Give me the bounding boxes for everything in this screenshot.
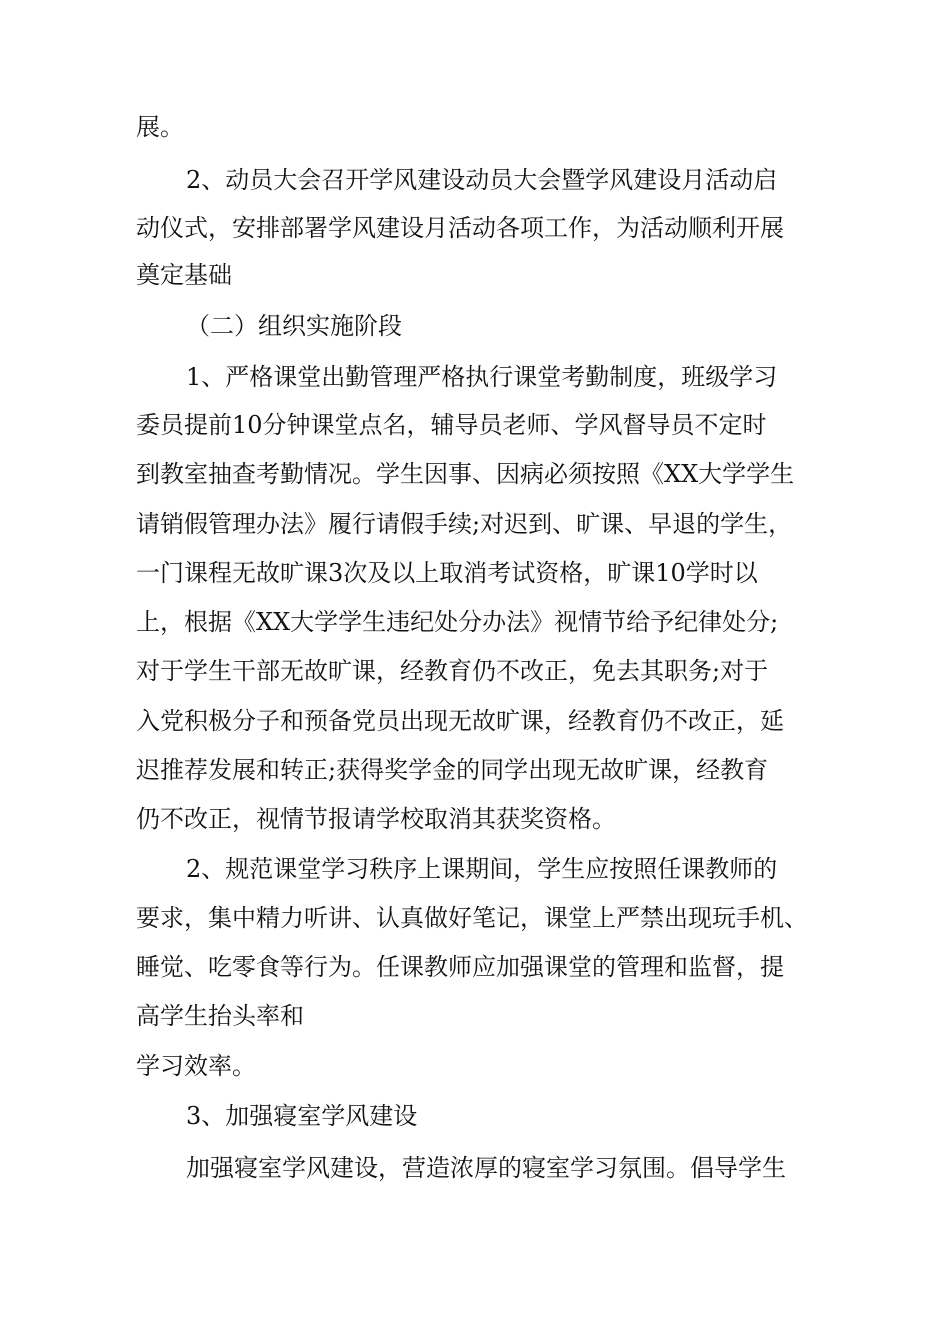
text-line: 高学生抬头率和 <box>136 1002 304 1030</box>
text-line: 奠定基础 <box>136 261 232 289</box>
text-line: 动仪式，安排部署学风建设月活动各项工作，为活动顺利开展 <box>136 214 784 242</box>
text-line: 入党积极分子和预备党员出现无故旷课，经教育仍不改正，延 <box>136 707 784 735</box>
text-line: 请销假管理办法》履行请假手续;对迟到、旷课、早退的学生， <box>136 510 793 538</box>
text-line: 1、严格课堂出勤管理严格执行课堂考勤制度，班级学习 <box>186 363 778 391</box>
text-line: 展。 <box>136 113 184 141</box>
text-line: 一门课程无故旷课3次及以上取消考试资格，旷课10学时以 <box>136 559 758 587</box>
text-line: 对于学生干部无故旷课，经教育仍不改正，免去其职务;对于 <box>136 657 769 685</box>
text-line: 到教室抽查考勤情况。学生因事、因病必须按照《XX大学学生 <box>136 460 795 488</box>
text-line: 睡觉、吃零食等行为。任课教师应加强课堂的管理和监督，提 <box>136 953 784 981</box>
text-line: 2、规范课堂学习秩序上课期间，学生应按照任课教师的 <box>186 855 778 883</box>
text-line: 要求，集中精力听讲、认真做好笔记，课堂上严禁出现玩手机、 <box>136 904 808 932</box>
section-heading: （二）组织实施阶段 <box>186 312 402 340</box>
text-line: 学习效率。 <box>136 1052 256 1080</box>
text-line: 2、动员大会召开学风建设动员大会暨学风建设月活动启 <box>186 166 778 194</box>
text-line: 仍不改正，视情节报请学校取消其获奖资格。 <box>136 805 616 833</box>
text-line: 3、加强寝室学风建设 <box>186 1102 418 1130</box>
text-line: 加强寝室学风建设，营造浓厚的寝室学习氛围。倡导学生 <box>186 1154 786 1182</box>
text-line: 委员提前10分钟课堂点名，辅导员老师、学风督导员不定时 <box>136 411 767 439</box>
text-line: 迟推荐发展和转正;获得奖学金的同学出现无故旷课，经教育 <box>136 756 769 784</box>
text-line: 上，根据《XX大学学生违纪处分办法》视情节给予纪律处分; <box>136 608 779 636</box>
